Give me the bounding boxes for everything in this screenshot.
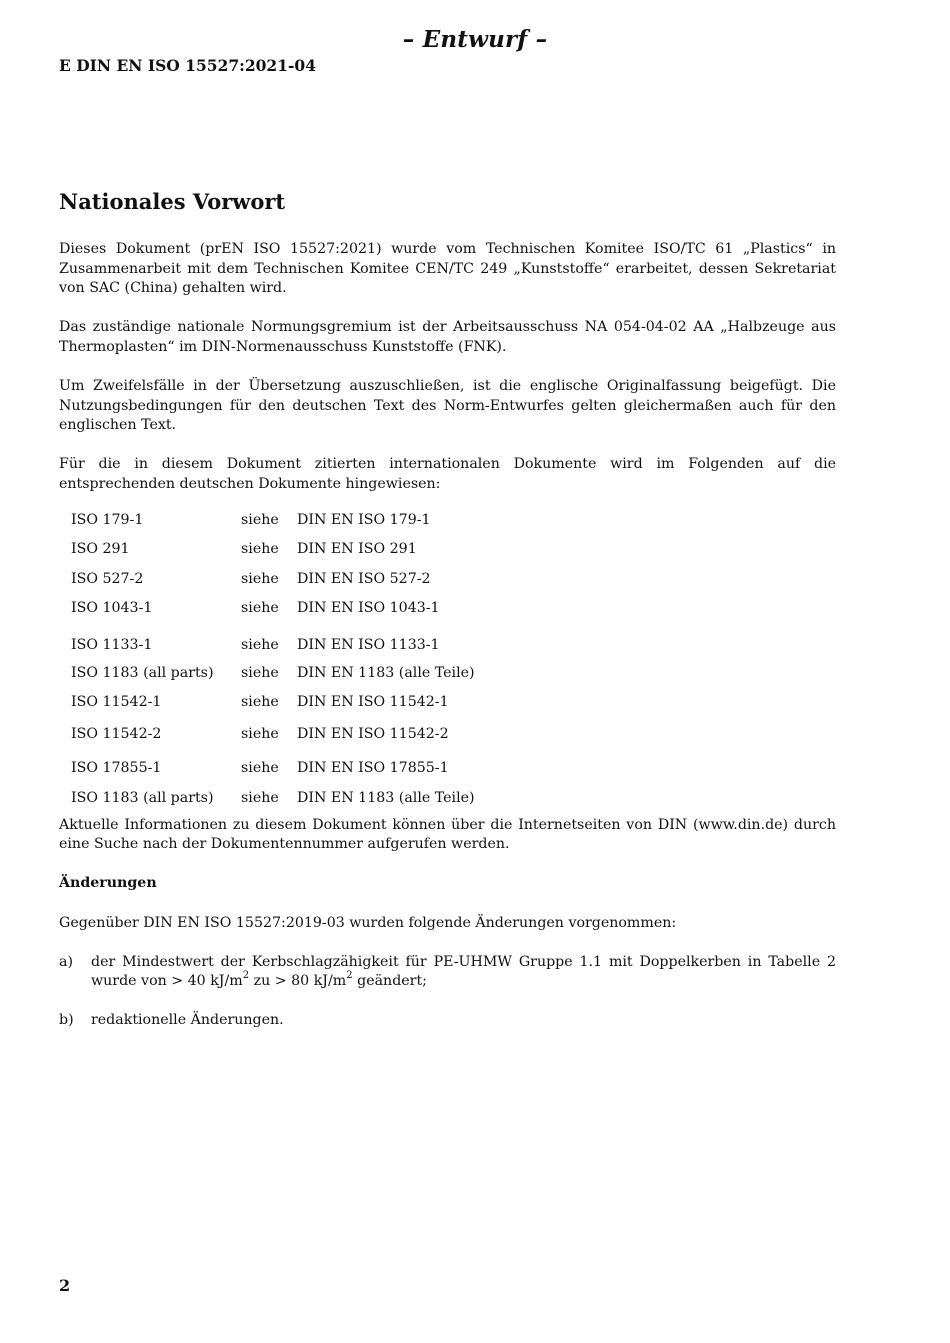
iso-reference: ISO 1133-1	[71, 636, 153, 653]
din-reference: DIN EN ISO 1043-1	[297, 599, 440, 616]
see-label: siehe	[241, 790, 279, 807]
see-label: siehe	[241, 759, 279, 776]
table-row	[71, 753, 475, 785]
see-label: siehe	[241, 726, 279, 743]
iso-reference: ISO 179-1	[71, 512, 144, 529]
list-text: der Mindestwert der Kerbschlagzähigkeit für PE-UHMW Gruppe 1.1 mit Doppelkerben in Tabelle 2 wurde von > 40 $kJ/m^2$ zu > 80 $kJ/m^2$ geändert;	[91, 953, 836, 990]
see-label: siehe	[241, 664, 279, 681]
table-row	[71, 506, 475, 535]
din-reference: DIN EN ISO 291	[297, 541, 417, 558]
iso-reference: ISO 291	[71, 541, 130, 558]
table-row	[71, 536, 475, 565]
draft-banner: – Entwurf –	[402, 26, 548, 53]
see-label: siehe	[241, 570, 279, 587]
iso-reference: ISO 11542-2	[71, 726, 162, 743]
din-reference: DIN EN ISO 17855-1	[297, 759, 449, 776]
list-item	[59, 1011, 836, 1031]
table-row	[71, 659, 475, 688]
table-row	[71, 594, 475, 623]
iso-reference: ISO 1043-1	[71, 599, 153, 616]
section-title: Nationales Vorwort	[59, 189, 286, 214]
list-marker: b)	[59, 1012, 74, 1029]
din-reference: DIN EN 1183 (alle Teile)	[297, 790, 475, 807]
table-row	[71, 623, 475, 659]
list-text: redaktionelle Änderungen.	[91, 1012, 284, 1029]
document-id: E DIN EN ISO 15527:2021-04	[59, 56, 316, 75]
table-row	[71, 565, 475, 594]
iso-reference: ISO 17855-1	[71, 759, 162, 776]
table-row	[71, 718, 475, 753]
din-reference: DIN EN ISO 11542-1	[297, 694, 449, 711]
see-label: siehe	[241, 512, 279, 529]
iso-reference: ISO 11542-1	[71, 694, 162, 711]
paragraph-national-body: Das zuständige nationale Normungsgremium ist der Arbeitsausschuss NA 054-04-02 AA „Halbzeuge aus Thermoplasten“ im DIN-Normenausschuss Kunststoffe (FNK).	[59, 319, 836, 355]
iso-reference: ISO 527-2	[71, 570, 144, 587]
din-reference: DIN EN 1183 (alle Teile)	[297, 664, 475, 681]
changes-intro: Gegenüber DIN EN ISO 15527:2019-03 wurden folgende Änderungen vorgenommen:	[59, 914, 677, 931]
paragraph-committee: Dieses Dokument (prEN ISO 15527:2021) wurde vom Technischen Komitee ISO/TC 61 „Plastics“ in Zusammenarbeit mit dem Technischen Komitee CEN/TC 249 „Kunststoffe“ erarbeitet, dessen Sekretariat von SAC (China) gehalten wird.	[59, 241, 836, 297]
din-reference: DIN EN ISO 1133-1	[297, 636, 440, 653]
changes-heading: Änderungen	[59, 875, 157, 892]
paragraph-translation: Um Zweifelsfälle in der Übersetzung auszuschließen, ist die englische Originalfassung beigefügt. Die Nutzungsbedingungen für den deutschen Text des Norm-Entwurfes gelten gleichermaßen auch für den englischen Text.	[59, 377, 836, 434]
din-reference: DIN EN ISO 527-2	[297, 570, 431, 587]
see-label: siehe	[241, 541, 279, 558]
see-label: siehe	[241, 599, 279, 616]
iso-reference: ISO 1183 (all parts)	[71, 790, 214, 807]
iso-reference: ISO 1183 (all parts)	[71, 664, 214, 681]
paragraph-references-intro: Für die in diesem Dokument zitierten internationalen Dokumente wird im Folgenden auf die entsprechenden deutschen Dokumente hingewiesen:	[59, 456, 836, 492]
list-item	[59, 953, 836, 992]
paragraph-online-info: Aktuelle Informationen zu diesem Dokument können über die Internetseiten von DIN (www.din.de) durch eine Suche nach der Dokumentennummer aufgerufen werden.	[59, 816, 836, 853]
see-label: siehe	[241, 636, 279, 653]
table-row	[71, 785, 475, 814]
page-number: 2	[59, 1276, 71, 1295]
list-marker: a)	[59, 953, 73, 970]
see-label: siehe	[241, 694, 279, 711]
din-reference: DIN EN ISO 11542-2	[297, 726, 449, 743]
document-body	[59, 240, 836, 1050]
din-reference: DIN EN ISO 179-1	[297, 512, 431, 529]
table-row	[71, 688, 475, 717]
reference-table	[71, 506, 475, 813]
